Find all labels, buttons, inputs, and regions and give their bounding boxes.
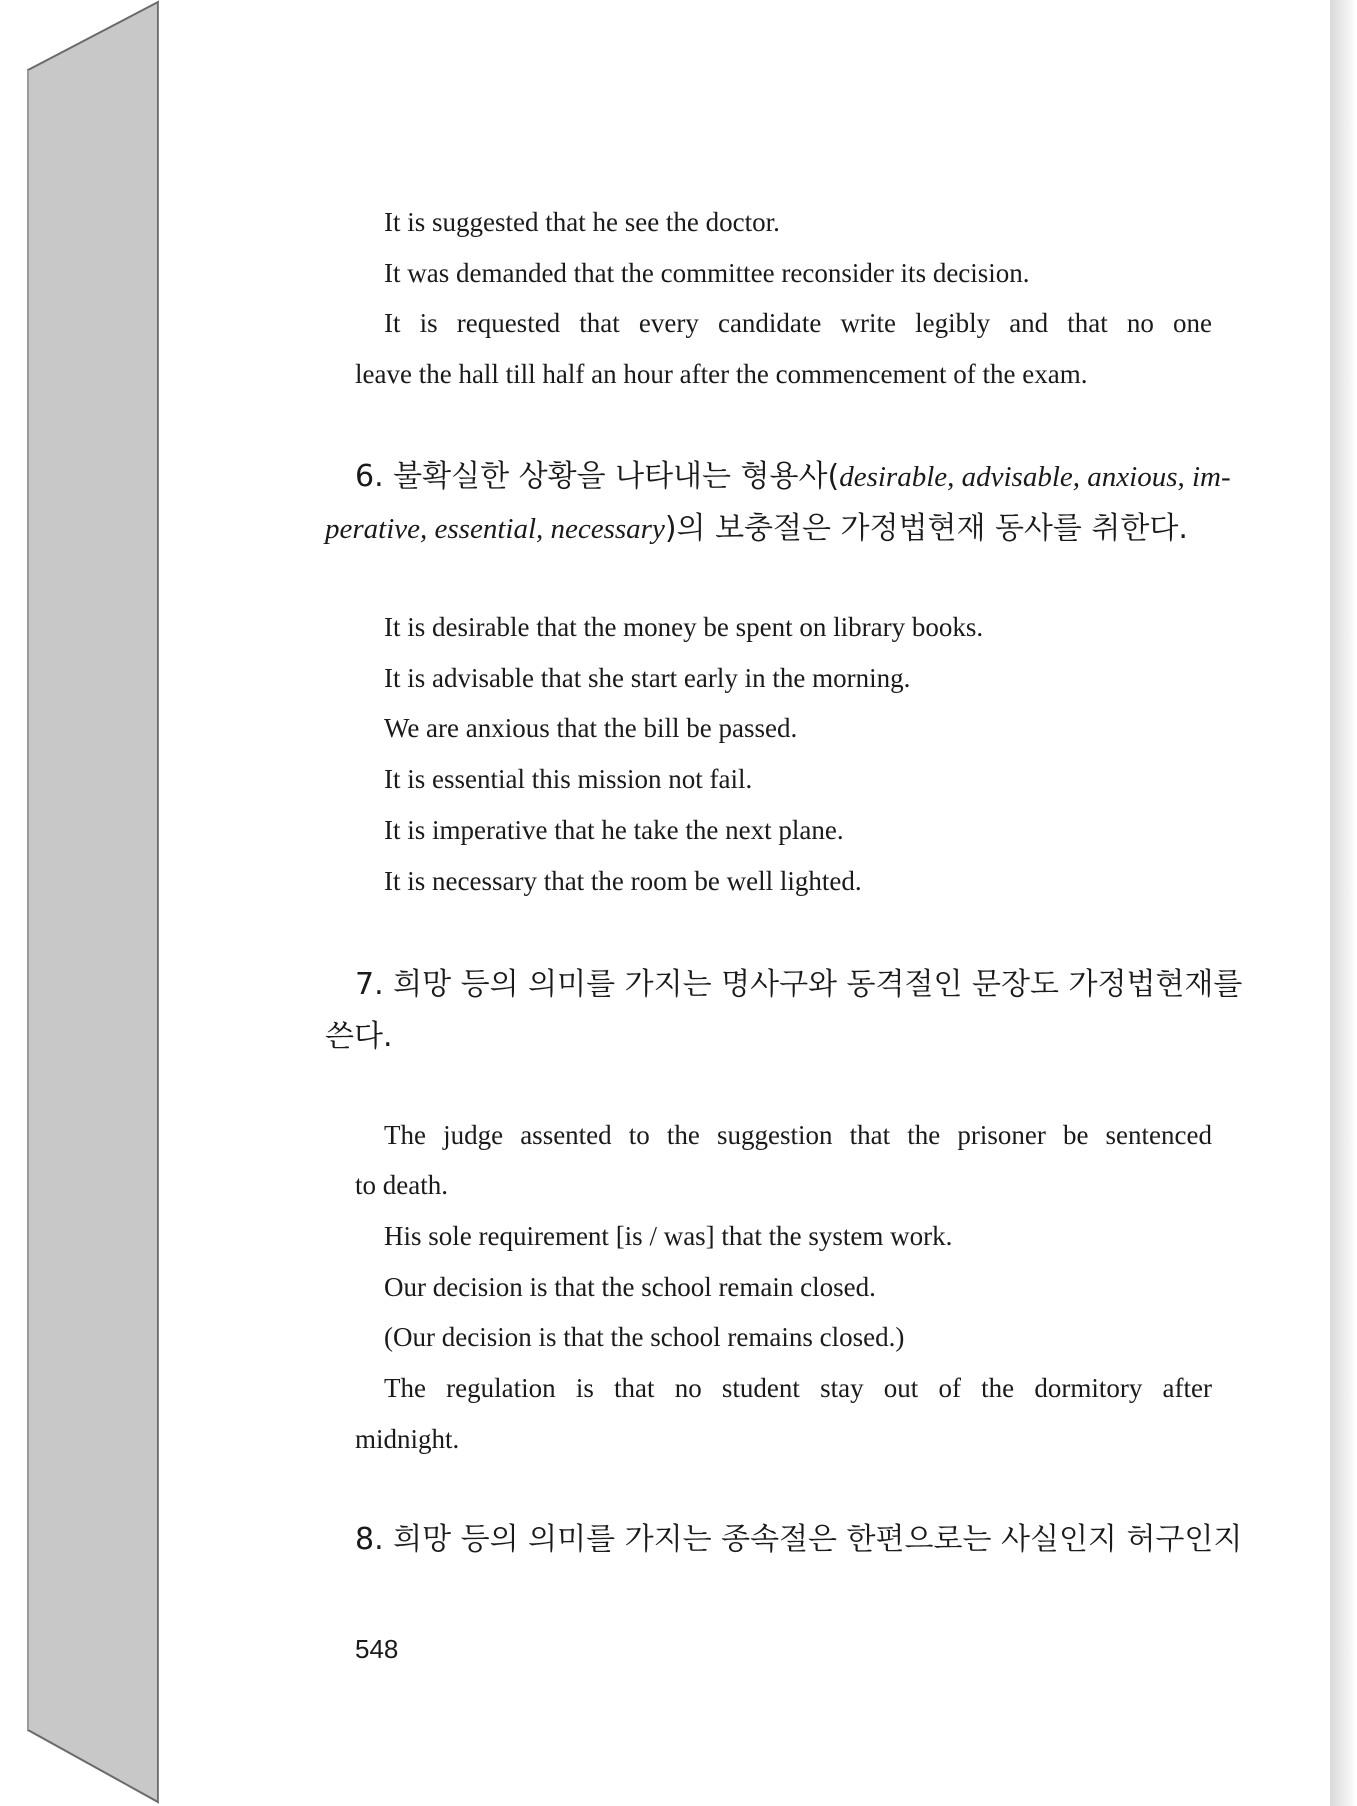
- section-6-heading-line1: [355, 458, 1231, 496]
- section-6-terms-2: perative, essential, necessary: [325, 513, 665, 545]
- section-6-terms-1: desirable, advisable, anxious, im-: [839, 461, 1231, 493]
- example-a-1: It is suggested that he see the doctor.: [384, 207, 780, 237]
- example-c-4: Our decision is that the school remain closed.: [384, 1272, 876, 1302]
- section-6-heading-line2: [325, 510, 1188, 548]
- page-edge: [1330, 0, 1357, 1806]
- example-c-3: His sole requirement [is / was] that the system work.: [384, 1221, 953, 1251]
- example-b-4: It is essential this mission not fail.: [384, 764, 753, 794]
- section-7-heading-line2: 쓴다.: [325, 1019, 393, 1054]
- section-7-heading-line1: 7. 희망 등의 의미를 가지는 명사구와 동격절인 문장도 가정법현재를: [355, 967, 1243, 1002]
- example-c-7: midnight.: [355, 1424, 460, 1454]
- example-c-5: (Our decision is that the school remains closed.): [384, 1322, 905, 1352]
- example-a-3: It is requested that every candidate write legibly and that no one: [384, 308, 1212, 338]
- section-8-heading-line1: 8. 희망 등의 의미를 가지는 종속절은 한편으로는 사실인지 허구인지: [355, 1522, 1243, 1557]
- example-c-1: The judge assented to the suggestion that the prisoner be sentenced: [384, 1120, 1212, 1150]
- section-6-prefix: 6. 불확실한 상황을 나타내는 형용사(: [355, 459, 840, 494]
- book-spine: [0, 0, 170, 1806]
- section-6-suffix: )의 보충절은 가정법현재 동사를 취한다.: [664, 511, 1188, 546]
- example-b-3: We are anxious that the bill be passed.: [384, 713, 798, 743]
- example-a-2: It was demanded that the committee reconsider its decision.: [384, 258, 1030, 288]
- example-c-6: The regulation is that no student stay out of the dormitory after: [384, 1373, 1212, 1403]
- example-b-6: It is necessary that the room be well lighted.: [384, 866, 862, 896]
- example-a-4: leave the hall till half an hour after the commencement of the exam.: [355, 359, 1088, 389]
- example-b-5: It is imperative that he take the next plane.: [384, 815, 844, 845]
- example-b-2: It is advisable that she start early in the morning.: [384, 663, 911, 693]
- example-b-1: It is desirable that the money be spent on library books.: [384, 612, 984, 642]
- example-c-2: to death.: [355, 1170, 448, 1200]
- page-number: 548: [355, 1634, 399, 1664]
